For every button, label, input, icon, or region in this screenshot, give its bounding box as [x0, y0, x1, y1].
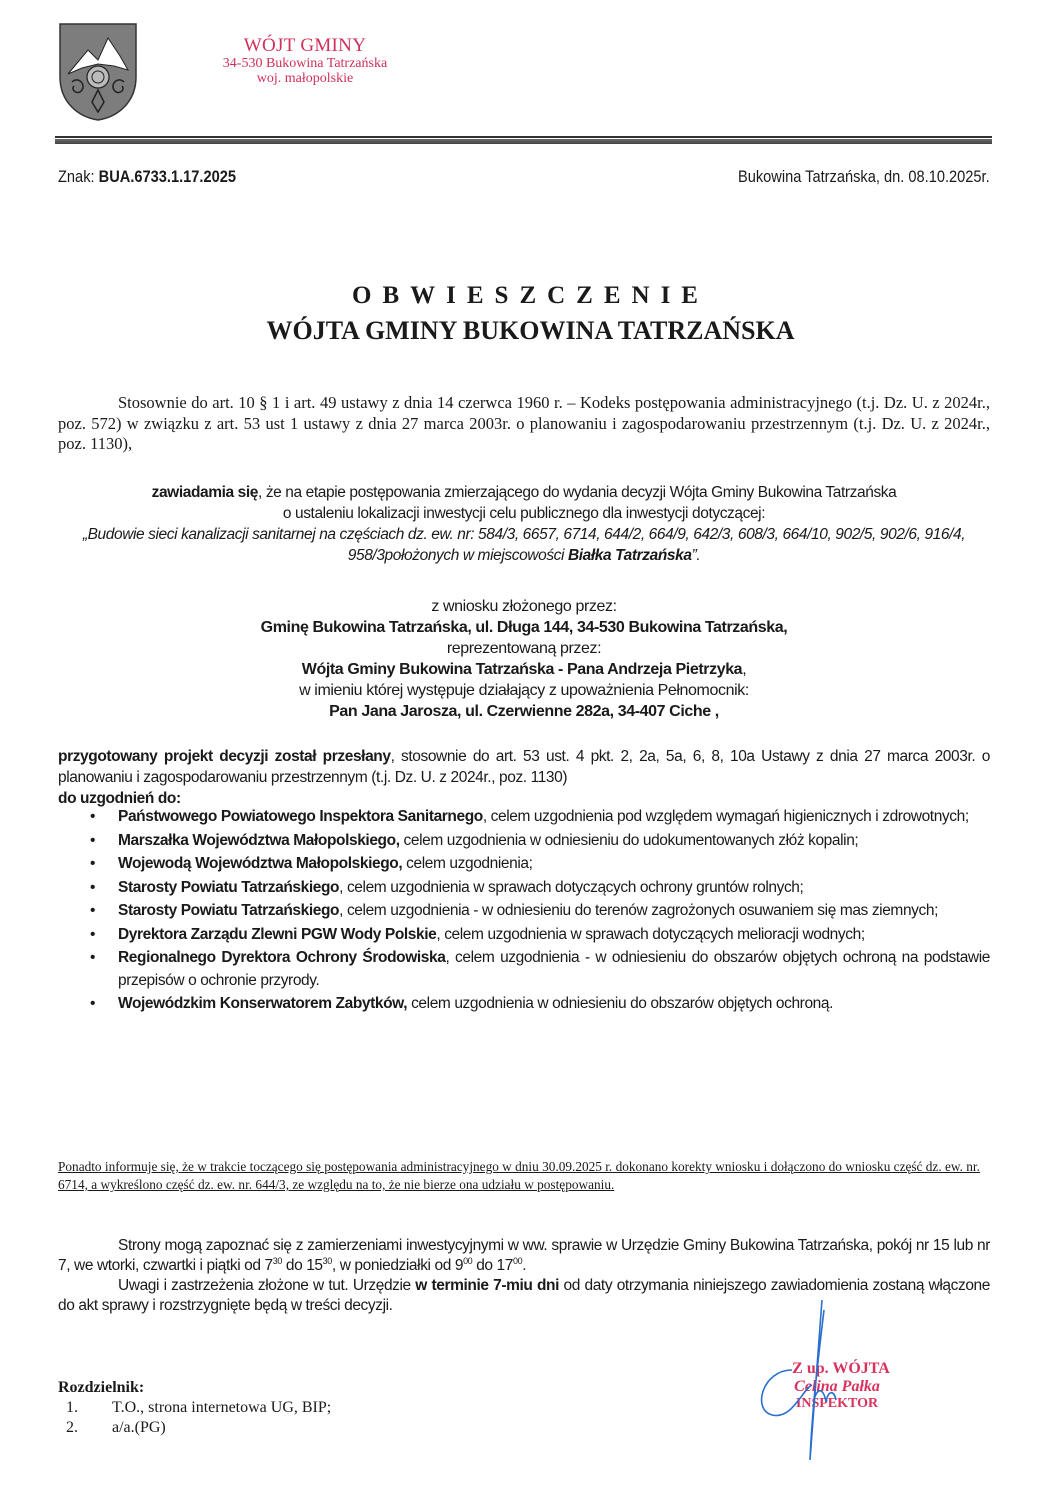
proxy-name: Pan Jana Jarosza, ul. Czerwienne 282a, 34-407 Ciche , — [329, 703, 719, 720]
header-divider — [55, 136, 992, 144]
item-number: 1. — [66, 1399, 78, 1416]
letterhead — [190, 36, 420, 86]
document-subtitle: WÓJTA GMINY BUKOWINA TATRZAŃSKA — [266, 316, 795, 345]
intro-paragraph: Stosownie do art. 10 § 1 i art. 49 ustawy z dnia 14 czerwca 1960 r. – Kodeks postępowania administracyjnego (t.j. Dz. U. z 2024r., poz. 572) w związku z art. 53 ust 1 ustawy z dnia 27 marca 2003r. o planowaniu i zagospodarowaniu przestrzennym (t.j. Dz. U. z 2024r., poz. 1130), — [58, 393, 990, 453]
authority-name: Regionalnego Dyrektora Ochrony Środowiska — [118, 949, 446, 966]
distribution-heading: Rozdzielnik: — [58, 1379, 145, 1396]
agreement-purpose: , celem uzgodnienia w sprawach dotyczących ochrony gruntów rolnych; — [339, 878, 804, 896]
list-item — [58, 830, 990, 853]
authority-name: Starosty Powiatu Tatrzańskiego — [118, 902, 340, 919]
signature-icon — [752, 1290, 902, 1470]
reference-number — [58, 167, 236, 187]
stamp-name: Celina Pałka — [794, 1378, 880, 1395]
list-item — [58, 877, 990, 900]
list-item — [58, 947, 990, 992]
item-text: a/a.(PG) — [112, 1419, 166, 1436]
time-sup: 30 — [272, 1255, 282, 1266]
agreement-purpose: , celem uzgodnienia pod względem wymagań higienicznych i zdrowotnych; — [482, 808, 969, 825]
list-item — [58, 806, 990, 829]
applicant-name: Gminę Bukowina Tatrzańska, ul. Długa 144, 34-530 Bukowina Tatrzańska, — [260, 619, 788, 636]
bullet-icon: • — [90, 878, 96, 896]
authority-name: Starosty Powiatu Tatrzańskiego — [118, 878, 340, 896]
proxy-intro: w imieniu której występuje działający z upoważnienia Pełnomocnik: — [299, 682, 749, 699]
authority-name: Państwowego Powiatowego Inspektora Sanitarnego — [118, 808, 483, 825]
notice-text-1: , że na etapie postępowania zmierzającego do wydania decyzji Wójta Gminy Bukowina Tatrzańska — [258, 484, 897, 501]
official-stamp — [752, 1340, 902, 1470]
office-hours-text: do 15 — [281, 1257, 323, 1274]
applicant-block — [58, 596, 990, 722]
stamp-title: INSPEKTOR — [795, 1396, 879, 1411]
bullet-icon: • — [90, 925, 96, 943]
bullet-icon: • — [90, 949, 96, 966]
office-hours-text: Strony mogą zapoznać się z zamierzeniami inwestycyjnymi w ww. sprawie w Urzędzie Gminy Bukowina Tatrzańska, pokój nr 15 lub nr 7, we wtorki, czwartki i piątki od 7 — [58, 1237, 990, 1274]
time-sup: 30 — [322, 1255, 332, 1266]
letterhead-title: WÓJT GMINY — [243, 35, 367, 56]
representative-name-end: , — [742, 661, 747, 678]
project-paragraph — [58, 746, 990, 809]
municipal-coat-of-arms-icon — [58, 22, 138, 122]
notice-text-2: o ustaleniu lokalizacji inwestycji celu publicznego dla inwestycji dotyczącej: — [282, 505, 766, 522]
place-date: Bukowina Tatrzańska, dn. 08.10.2025r. — [738, 167, 990, 186]
reference-label: Znak: — [58, 167, 95, 186]
time-sup: 00 — [463, 1255, 473, 1266]
item-number: 2. — [66, 1419, 78, 1436]
reference-row — [58, 167, 990, 187]
list-item — [58, 1418, 331, 1438]
bullet-icon: • — [90, 902, 96, 919]
bullet-icon: • — [90, 995, 96, 1012]
list-item — [58, 853, 990, 876]
list-item — [58, 1398, 331, 1418]
project-lead: przygotowany projekt decyzji został przesłany — [58, 748, 391, 765]
document-title: OBWIESZCZENIE — [352, 282, 709, 309]
agreement-purpose: , celem uzgodnienia - w odniesieniu do obszarów objętych ochroną na podstawie przepisów o ochronie przyrody. — [118, 949, 990, 989]
agreements-list — [58, 806, 990, 1017]
bullet-icon: • — [90, 831, 96, 849]
authority-name: Wojewódzkim Konserwatorem Zabytków, — [118, 995, 408, 1012]
comments-text: Uwagi i zastrzeżenia złożone w tut. Urzędzie — [118, 1277, 416, 1294]
agreement-purpose: , celem uzgodnienia w sprawach dotyczących melioracji wodnych; — [436, 925, 865, 943]
office-hours-text: , w poniedziałki od 9 — [331, 1257, 464, 1274]
authority-name: Wojewodą Województwa Małopolskiego, — [118, 855, 403, 872]
deadline: w terminie 7-miu dni — [415, 1277, 559, 1294]
office-hours-paragraph — [58, 1236, 990, 1276]
additional-note: Ponadto informuje się, że w trakcie toczącego się postępowania administracyjnego w dniu 30.09.2025 r. dokonano korekty wniosku i dołączono do wniosku część dz. ew. nr. 6714, a wykreślono część dz. ew. nr. 644/3, ze względu na to, że nie bierze ona udziału w postępowaniu. — [58, 1159, 980, 1192]
authority-name: Marszałka Województwa Małopolskiego, — [118, 831, 400, 849]
project-text: , stosownie do art. 53 ust. 4 pkt. 2, 2a, 5a, 6, 8, 10a Ustawy z dnia 27 marca 2003r. o planowaniu i zagospodarowaniu przestrzennym (t.j. Dz. U. z 2024r., poz. 1130) — [58, 748, 990, 786]
item-text: T.O., strona internetowa UG, BIP; — [112, 1399, 332, 1416]
notice-lead: zawiadamia się — [151, 484, 258, 501]
stamp-authorization: Z up. WÓJTA — [792, 1360, 890, 1377]
reference-value: BUA.6733.1.17.2025 — [98, 167, 237, 186]
list-item — [58, 993, 990, 1016]
office-hours-text: . — [522, 1257, 527, 1274]
project-tail: do uzgodnień do: — [58, 790, 181, 807]
time-sup: 00 — [512, 1255, 523, 1266]
list-item — [58, 900, 990, 923]
representative-name: Wójta Gminy Bukowina Tatrzańska - Pana Andrzeja Pietrzyka — [301, 661, 743, 678]
representative-intro: reprezentowaną przez: — [446, 640, 602, 657]
list-item — [58, 924, 990, 947]
distribution-list — [58, 1378, 331, 1438]
bullet-icon: • — [90, 855, 96, 872]
office-hours-text: do 17 — [472, 1257, 513, 1274]
agreement-purpose: celem uzgodnienia w odniesieniu do udokumentowanych złóż kopalin; — [399, 831, 859, 849]
notice-block — [58, 482, 990, 566]
applicant-intro: z wniosku złożonego przez: — [431, 598, 617, 615]
letterhead-voivodeship: woj. małopolskie — [256, 71, 354, 86]
agreement-purpose: celem uzgodnienia; — [402, 855, 533, 872]
authority-name: Dyrektora Zarządu Zlewni PGW Wody Polskie — [118, 925, 437, 943]
investment-end: ”. — [691, 547, 701, 564]
comments-text: od daty otrzymania niniejszego zawiadomienia zostaną włączone do akt sprawy i rozstrzygnięte będą w treści decyzji. — [58, 1277, 990, 1314]
investment-place: Białka Tatrzańska — [567, 547, 692, 564]
agreement-purpose: celem uzgodnienia w odniesieniu do obszarów objętych ochroną. — [407, 995, 834, 1012]
agreement-purpose: , celem uzgodnienia - w odniesieniu do terenów zagrożonych osuwaniem się mas ziemnych; — [339, 902, 938, 919]
investment-description: „Budowie sieci kanalizacji sanitarnej na częściach dz. ew. nr: 584/3, 6657, 6714, 644/2, 664/9, 642/3, 608/3, 664/10, 902/5, 902/6, 916/4, 958/3położonych w miejscowości — [82, 526, 966, 564]
bullet-icon: • — [90, 808, 96, 825]
letterhead-address: 34-530 Bukowina Tatrzańska — [222, 56, 388, 71]
